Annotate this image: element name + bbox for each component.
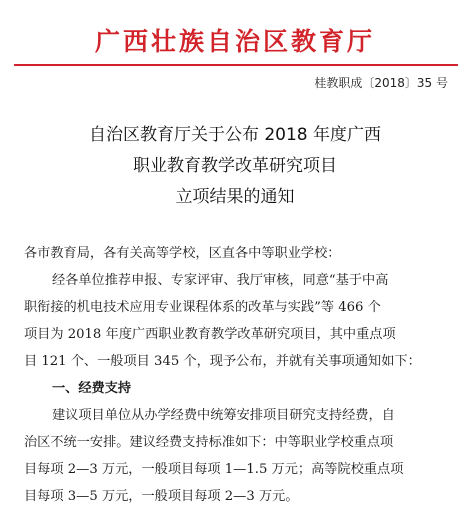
paragraph-2-line-1: 建议项目单位从办学经费中统筹安排项目研究支持经费，自 [52, 408, 395, 423]
paragraph-1-line-3: 项目为 2018 年度广西职业教育教学改革研究项目，其中重点项 [24, 327, 396, 342]
paragraph-1-line-4: 目 121 个、一般项目 345 个，现予公布，并就有关事项通知如下： [24, 354, 421, 369]
paragraph-2-line-4: 目每项 3—5 万元，一般项目每项 2—3 万元。 [24, 489, 299, 504]
section-heading-funding: 一、经费支持 [52, 381, 132, 396]
paragraph-1-line-1: 经各单位推荐申报、专家评审、我厅审核，同意“基于中高 [52, 273, 389, 288]
document-number: 桂教职成〔2018〕35 号 [314, 76, 448, 90]
title-line-3: 立项结果的通知 [175, 187, 295, 207]
recipients-line: 各市教育局，各有关高等学校，区直各中等职业学校： [24, 246, 341, 261]
title-line-2: 职业教育教学改革研究项目 [133, 156, 337, 176]
paragraph-2-line-2: 治区不统一安排。建议经费支持标准如下：中等职业学校重点项 [24, 435, 394, 450]
document-body [24, 240, 454, 510]
issuer-masthead: 广西壮族自治区教育厅 [94, 27, 375, 56]
paragraph-2-line-3: 目每项 2—3 万元，一般项目每项 1—1.5 万元；高等院校重点项 [24, 462, 404, 477]
paragraph-1-line-2: 职衔接的机电技术应用专业课程体系的改革与实践”等 466 个 [24, 300, 381, 315]
red-divider-line [14, 64, 458, 66]
document-title [0, 120, 470, 213]
title-line-1: 自治区教育厅关于公布 2018 年度广西 [88, 125, 382, 145]
